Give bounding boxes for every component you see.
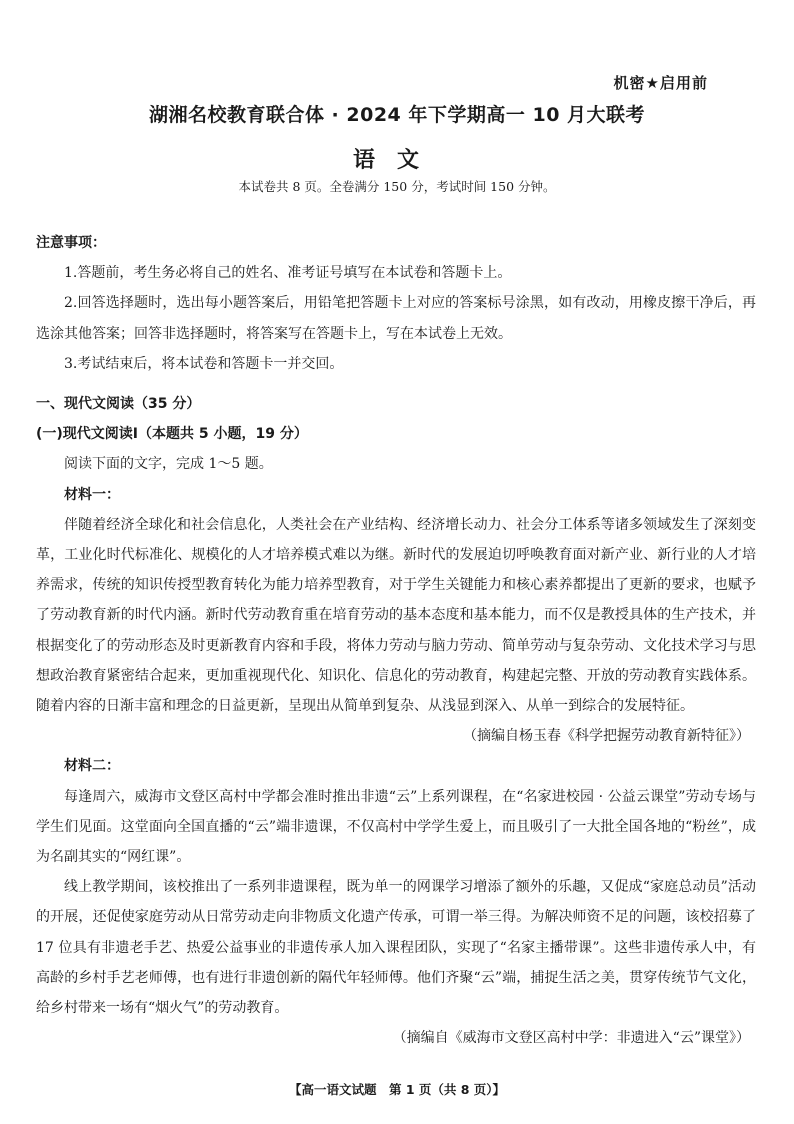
material1-text: 伴随着经济全球化和社会信息化，人类社会在产业结构、经济增长动力、社会分工体系等诸多领域发生了深刻变革，工业化时代标准化、规模化的人才培养模式难以为继。新时代的发展迫切呼唤教育面对新产业、新行业的人才培养需求，传统的知识传授型教育转化为能力培养型教育，对于学生关键能力和核心素养都提出了更新的要求，也赋予了劳动教育新的时代内涵。新时代劳动教育重在培育劳动的基本态度和基本能力，而不仅是教授具体的生产技术，并根据变化了的劳动形态及时更新教育内容和手段，将体力劳动与脑力劳动、简单劳动与复杂劳动、文化技术学习与思想政治教育紧密结合起来，更加重视现代化、知识化、信息化的劳动教育，构建起完整、开放的劳动教育实践体系。随着内容的日渐丰富和理念的日益更新，呈现出从简单到复杂、从浅显到深入、从单一到综合的发展特征。	[36, 516, 756, 715]
subject-title: 语文	[352, 148, 441, 173]
exam-title: 湖湘名校教育联合体 · 2024 年下学期高一 10 月大联考	[148, 104, 646, 126]
exam-info: 本试卷共 8 页。全卷满分 150 分，考试时间 150 分钟。	[238, 179, 556, 194]
section-heading: 一、现代文阅读（35 分）	[36, 396, 201, 413]
subsection-heading: (一)现代文阅读Ⅰ（本题共 5 小题，19 分）	[36, 426, 308, 443]
material2-label: 材料二：	[64, 758, 120, 775]
notes-heading: 注意事项：	[36, 235, 106, 251]
material2-paragraph: 每逢周六，威海市文登区高村中学都会准时推出非遗“云”上系列课程，在“名家进校园 · 公益云课堂”劳动专场与学生们见面。这堂面向全国直播的“云”端非遗课，不仅高村中学学生爱上，而且吸引了一大批全国各地的“粉丝”，成为名副其实的“网红课”。	[36, 788, 756, 866]
material1-label: 材料一：	[64, 486, 120, 503]
note-item: 2.回答选择题时，选出每小题答案后，用铅笔把答题卡上对应的答案标号涂黑，如有改动，用橡皮擦干净后，再选涂其他答案；回答非选择题时，将答案写在答题卡上，写在本试卷上无效。	[36, 295, 756, 342]
note-item: 1.答题前，考生务必将自己的姓名、准考证号填写在本试卷和答题卡上。	[64, 265, 512, 282]
reading-instruction: 阅读下面的文字，完成 1～5 题。	[64, 456, 273, 473]
material1-source: （摘编自杨玉春《科学把握劳动教育新特征》）	[463, 728, 750, 745]
page-footer: 【高一语文试题 第 1 页（共 8 页）】	[288, 1082, 506, 1097]
material2-paragraph: 线上教学期间，该校推出了一系列非遗课程，既为单一的网课学习增添了额外的乐趣，又促成“家庭总动员”活动的开展，还促使家庭劳动从日常劳动走向非物质文化遗产传承，可谓一举三得。为解决师资不足的问题，该校招募了 17 位具有非遗老手艺、热爱公益事业的非遗传承人加入课程团队，实现了“名家主播带课”。这些非遗传承人中，有高龄的乡村手艺老师傅，也有进行非遗创新的隔代年轻师傅。他们齐聚“云”端，捕捉生活之美，贯穿传统节气文化，给乡村带来一场有“烟火气”的劳动教育。	[36, 879, 756, 1017]
material2-source: （摘编自《威海市文登区高村中学：非遗进入“云”课堂》）	[392, 1030, 750, 1047]
exam-body	[36, 228, 756, 1053]
note-item: 3.考试结束后，将本试卷和答题卡一并交回。	[64, 355, 344, 372]
classification-label: 机密★启用前	[613, 74, 708, 92]
